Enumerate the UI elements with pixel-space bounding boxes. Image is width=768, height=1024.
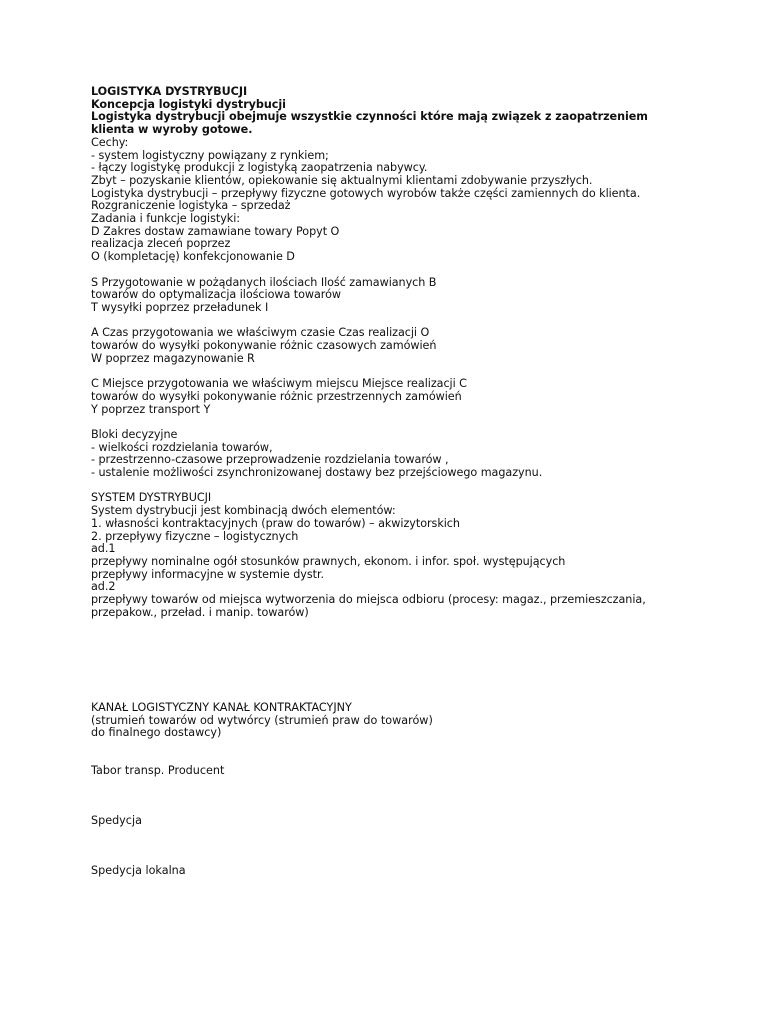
decision-line: - przestrzenno-czasowe przeprowadzenie rozdzielania towarów ,: [91, 453, 449, 467]
spedycja-lokalna-line: [91, 865, 751, 878]
block-a-line: W poprzez magazynowanie R: [91, 351, 255, 365]
decision-line: - wielkości rozdzielania towarów,: [91, 440, 273, 454]
block-s-line: towarów do optymalizacja ilościowa towarów: [91, 288, 342, 302]
system-line: przepływy nominalne ogół stosunków prawnych, ekonom. i infor. społ. występujących: [91, 554, 566, 568]
block-c-line: Y poprzez transport Y: [91, 402, 211, 416]
document-subtitle: Koncepcja logistyki dystrybucji: [91, 97, 286, 111]
feature-line: Zbyt – pozyskanie klientów, opiekowanie się aktualnymi klientami zdobywanie przyszłych.: [91, 173, 593, 187]
feature-line: - system logistyczny powiązany z rynkiem;: [91, 148, 329, 162]
tabor-text: Tabor transp. Producent: [91, 764, 225, 777]
channels-line: KANAŁ LOGISTYCZNY KANAŁ KONTRAKTACYJNY: [91, 701, 352, 714]
block-a-line: A Czas przygotowania we właściwym czasie Czas realizacji O: [91, 326, 430, 340]
feature-line: Rozgraniczenie logistyka – sprzedaż: [91, 199, 291, 213]
system-line: 2. przepływy fizyczne – logistycznych: [91, 529, 299, 543]
spedycja-line: [91, 815, 751, 828]
block-c-line: C Miejsce przygotowania we właściwym miejscu Miejsce realizacji C: [91, 377, 467, 391]
system-line: przepływy towarów od miejsca wytworzenia do miejsca odbioru (procesy: magaz., przemieszczania,: [91, 593, 646, 607]
intro-line-1: Logistyka dystrybucji obejmuje wszystkie czynności które mają związek z zaopatrzeniem: [91, 110, 648, 124]
system-line: 1. własności kontraktacyjnych (praw do towarów) – akwizytorskich: [91, 516, 460, 530]
block-s-line: S Przygotowanie w pożądanych ilościach Ilość zamawianych B: [91, 275, 437, 289]
channels-line: do finalnego dostawcy): [91, 726, 222, 740]
block-d-line: O (kompletację) konfekcjonowanie D: [91, 250, 295, 264]
system-line: przepakow., przeład. i manip. towarów): [91, 605, 309, 619]
block-s-line: T wysyłki poprzez przeładunek I: [91, 300, 269, 314]
spacer: [91, 264, 751, 277]
system-heading: SYSTEM DYSTRYBUCJI: [91, 491, 212, 505]
system-line: ad.2: [91, 580, 116, 594]
system-line: przepływy informacyjne w systemie dystr.: [91, 567, 324, 581]
channels-line: (strumień towarów od wytwórcy (strumień praw do towarów): [91, 713, 433, 727]
tabor-line: [91, 765, 751, 778]
block-d-line: realizacja zleceń poprzez: [91, 237, 231, 251]
decision-line: - ustalenie możliwości zsynchronizowanej dostawy bez przejściowego magazynu.: [91, 466, 543, 480]
feature-line: Logistyka dystrybucji – przepływy fizyczne gotowych wyrobów także części zamiennych do klienta.: [91, 186, 641, 200]
block-a-line: towarów do wysyłki pokonywanie różnic czasowych zamówień: [91, 339, 437, 353]
decisions-heading: Bloki decyzyjne: [91, 427, 178, 441]
spedycja-text: Spedycja: [91, 814, 142, 827]
channels-section: [91, 702, 751, 740]
block-c-line: towarów do wysyłki pokonywanie różnic przestrzennych zamówień: [91, 389, 462, 403]
system-line: ad.1: [91, 542, 116, 556]
feature-line: Zadania i funkcje logistyki:: [91, 212, 241, 226]
spedycja-lokalna-text: Spedycja lokalna: [91, 864, 186, 877]
block-d-line: D Zakres dostaw zamawiane towary Popyt O: [91, 224, 340, 238]
spacer: [91, 416, 751, 429]
document-title: LOGISTYKA DYSTRYBUCJI: [91, 85, 248, 98]
document-body: [91, 86, 751, 619]
feature-line: - łączy logistykę produkcji z logistyką zaopatrzenia nabywcy.: [91, 161, 428, 175]
system-line: System dystrybucji jest kombinacją dwóch elementów:: [91, 504, 396, 518]
intro-line-2: klienta w wyroby gotowe.: [91, 123, 253, 137]
features-heading: Cechy:: [91, 135, 129, 149]
